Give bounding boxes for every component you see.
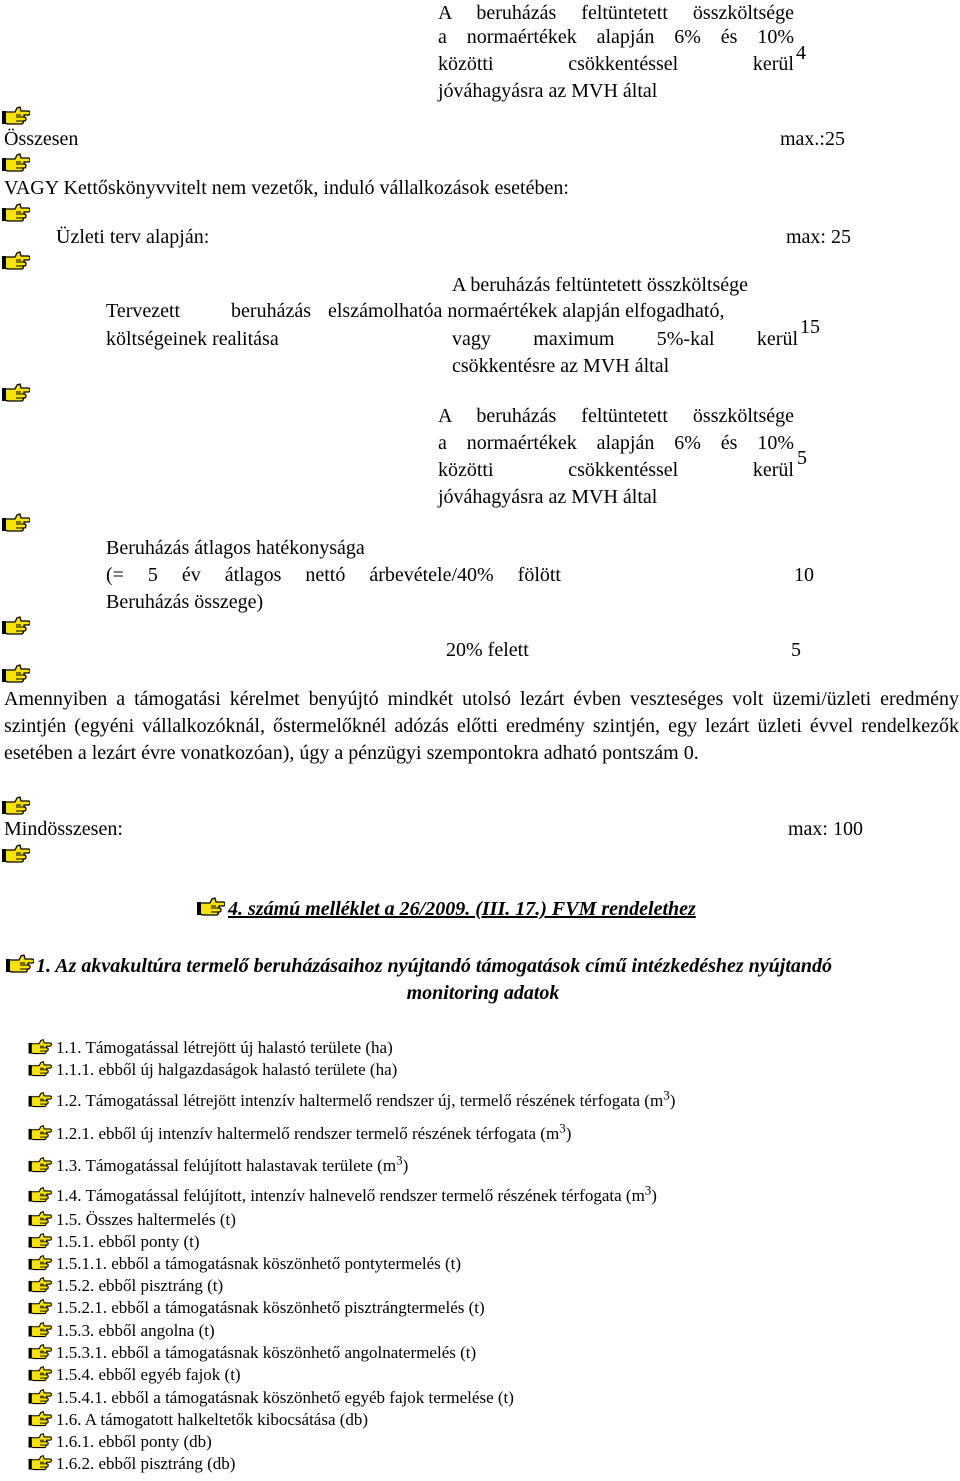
monitoring-item-text: 1.1.1. ebből új halgazdaságok halastó területe (ha)	[56, 1060, 398, 1079]
monitoring-item-text: 1.5.4.1. ebből a támogatásnak köszönhető egyéb fajok termelése (t)	[56, 1388, 514, 1407]
monitoring-item-sup: 3	[559, 1120, 566, 1136]
monitoring-item-text: 1.3. Támogatással felújított halastavak területe (m	[56, 1156, 397, 1175]
monitoring-item-text: 1.2.1. ebből új intenzív haltermelő rendszer termelő részének térfogata (m	[56, 1124, 560, 1143]
tervezett-label-line1: Tervezett beruházás	[106, 300, 311, 322]
tervezett-desc-line4: csökkentésre az MVH által	[452, 355, 670, 377]
pointing-hand-icon	[28, 1321, 52, 1339]
pointing-hand-icon	[28, 1156, 52, 1174]
block2-line2: a normaértékek alapján 6% és 10%	[438, 432, 794, 454]
pointing-hand-icon	[28, 1343, 52, 1361]
osszesen-label: Összesen	[4, 128, 79, 150]
hatekonysag-score1: 10	[794, 564, 814, 586]
monitoring-item	[56, 1182, 657, 1207]
monitoring-item	[56, 1253, 461, 1275]
monitoring-item-sup: 3	[644, 1182, 652, 1198]
pointing-hand-icon	[2, 152, 30, 174]
mindosszesen-label: Mindösszesen:	[4, 818, 123, 840]
tervezett-desc-line3: vagy maximum 5%-kal kerül	[452, 328, 798, 350]
monitoring-item	[56, 1209, 236, 1231]
block1-line4: jóváhagyásra az MVH által	[438, 80, 658, 102]
pointing-hand-icon	[2, 105, 30, 127]
osszesen-value: max.:25	[780, 128, 845, 150]
block1-line2: a normaértékek alapján 6% és 10%	[438, 26, 794, 48]
pointing-hand-icon	[28, 1210, 52, 1228]
tervezett-desc-line1: A beruházás feltüntetett összköltsége	[452, 274, 749, 296]
heading-line1: 1. Az akvakultúra termelő beruházásaihoz nyújtandó támogatások című intézkedéshez nyújtandó	[36, 955, 833, 977]
pointing-hand-icon	[28, 1038, 52, 1056]
vagy-text: VAGY Kettőskönyvvitelt nem vezetők, induló vállalkozások esetében:	[4, 177, 569, 199]
tervezett-desc-line2: elszámolhatóa normaértékek alapján elfogadható,	[328, 300, 725, 322]
monitoring-item-text: 1.6.1. ebből ponty (db)	[56, 1432, 212, 1451]
pointing-hand-icon	[28, 1298, 52, 1316]
pointing-hand-icon	[2, 663, 30, 685]
pointing-hand-icon	[6, 953, 34, 975]
monitoring-item-text: 1.5.4. ebből egyéb fajok (t)	[56, 1365, 241, 1384]
monitoring-item-text: 1.5.1.1. ebből a támogatásnak köszönhető pontytermelés (t)	[56, 1254, 462, 1273]
pointing-hand-icon	[2, 512, 30, 534]
monitoring-item-text: 1.5.2.1. ebből a támogatásnak köszönhető pisztrángtermelés (t)	[56, 1298, 485, 1317]
monitoring-item	[56, 1275, 223, 1297]
monitoring-item-text: 1.5.3.1. ebből a támogatásnak köszönhető angolnatermelés (t)	[56, 1343, 477, 1362]
heading-line2: monitoring adatok	[406, 982, 560, 1004]
monitoring-item	[56, 1364, 241, 1386]
pointing-hand-icon	[2, 382, 30, 404]
pointing-hand-icon	[28, 1091, 52, 1109]
monitoring-item	[56, 1120, 572, 1145]
pointing-hand-icon	[28, 1388, 52, 1406]
block2-line4: jóváhagyásra az MVH által	[438, 486, 658, 508]
block2-line1: A beruházás feltüntetett összköltsége	[438, 405, 794, 427]
monitoring-item-text: 1.1. Támogatással létrejött új halastó területe (ha)	[56, 1038, 393, 1057]
monitoring-item	[56, 1037, 393, 1059]
pointing-hand-icon	[28, 1124, 52, 1142]
monitoring-item-sup: 3	[663, 1087, 670, 1103]
monitoring-item	[56, 1409, 368, 1431]
uzleti-label: Üzleti terv alapján:	[56, 226, 210, 248]
pointing-hand-icon	[197, 896, 225, 918]
pointing-hand-icon	[28, 1060, 52, 1078]
tervezett-label-line2: költségeinek realitása	[106, 328, 279, 350]
pointing-hand-icon	[2, 843, 30, 865]
monitoring-item-text: 1.5.3. ebből angolna (t)	[56, 1321, 215, 1340]
pointing-hand-icon	[28, 1276, 52, 1294]
monitoring-item	[56, 1342, 476, 1364]
monitoring-item	[56, 1152, 409, 1177]
block1-score: 4	[796, 42, 806, 64]
monitoring-item-text: 1.6.2. ebből pisztráng (db)	[56, 1454, 236, 1473]
pointing-hand-icon	[2, 615, 30, 637]
pointing-hand-icon	[2, 202, 30, 224]
pointing-hand-icon	[28, 1410, 52, 1428]
block1-line1: A beruházás feltüntetett összköltsége	[438, 2, 794, 24]
hatekonysag-felett: 20% felett	[446, 639, 529, 661]
monitoring-item	[56, 1387, 514, 1409]
monitoring-item	[56, 1453, 235, 1475]
pointing-hand-icon	[28, 1432, 52, 1450]
amennyiben-paragraph: Amennyiben a támogatási kérelmet benyújtó mindkét utolsó lezárt évben veszteséges volt üzemi/üzleti eredmény szintjén (egyéni vállalkozóknál, őstermelőknél adózás előtti eredmény szintjén, egy lezárt üzleti évvel rendelkezők esetében a lezárt évre vonatkozóan), úgy a pénzügyi szempontokra adható pontszám 0.	[4, 688, 959, 764]
pointing-hand-icon	[2, 795, 30, 817]
melleklet-title: 4. számú melléklet a 26/2009. (III. 17.) FVM rendelethez	[228, 898, 696, 920]
hatekonysag-line2: (= 5 év átlagos nettó árbevétele/40% fölött	[106, 564, 561, 586]
monitoring-item	[56, 1320, 215, 1342]
monitoring-item-text: 1.5. Összes haltermelés (t)	[56, 1210, 236, 1229]
monitoring-item-close: )	[669, 1091, 676, 1110]
pointing-hand-icon	[28, 1186, 52, 1204]
monitoring-item-text: 1.5.2. ebből pisztráng (t)	[56, 1276, 224, 1295]
block1-line3: közötti csökkentéssel kerül	[438, 53, 794, 75]
pointing-hand-icon	[2, 250, 30, 272]
monitoring-item-close: )	[651, 1186, 657, 1205]
pointing-hand-icon	[28, 1232, 52, 1250]
monitoring-item-sup: 3	[396, 1152, 403, 1168]
hatekonysag-line1: Beruházás átlagos hatékonysága	[106, 537, 365, 559]
pointing-hand-icon	[28, 1454, 52, 1472]
monitoring-item	[56, 1231, 200, 1253]
block2-score: 5	[797, 447, 807, 469]
mindosszesen-value: max: 100	[788, 818, 863, 840]
uzleti-value: max: 25	[786, 226, 851, 248]
monitoring-item	[56, 1431, 212, 1453]
monitoring-item-text: 1.4. Támogatással felújított, intenzív halnevelő rendszer termelő részének térfogata (m	[56, 1186, 645, 1205]
pointing-hand-icon	[28, 1365, 52, 1383]
monitoring-item-text: 1.2. Támogatással létrejött intenzív haltermelő rendszer új, termelő részének térfogata (m	[56, 1091, 664, 1110]
block2-line3: közötti csökkentéssel kerül	[438, 459, 794, 481]
monitoring-item-text: 1.6. A támogatott halkeltetők kibocsátása (db)	[56, 1410, 369, 1429]
monitoring-item	[56, 1087, 676, 1112]
hatekonysag-score2: 5	[791, 639, 801, 661]
monitoring-item	[56, 1059, 397, 1081]
tervezett-score: 15	[800, 316, 820, 338]
hatekonysag-line3: Beruházás összege)	[106, 591, 264, 613]
monitoring-item-close: )	[402, 1156, 409, 1175]
monitoring-item-close: )	[565, 1124, 572, 1143]
monitoring-item-text: 1.5.1. ebből ponty (t)	[56, 1232, 200, 1251]
monitoring-item	[56, 1297, 485, 1319]
pointing-hand-icon	[28, 1254, 52, 1272]
